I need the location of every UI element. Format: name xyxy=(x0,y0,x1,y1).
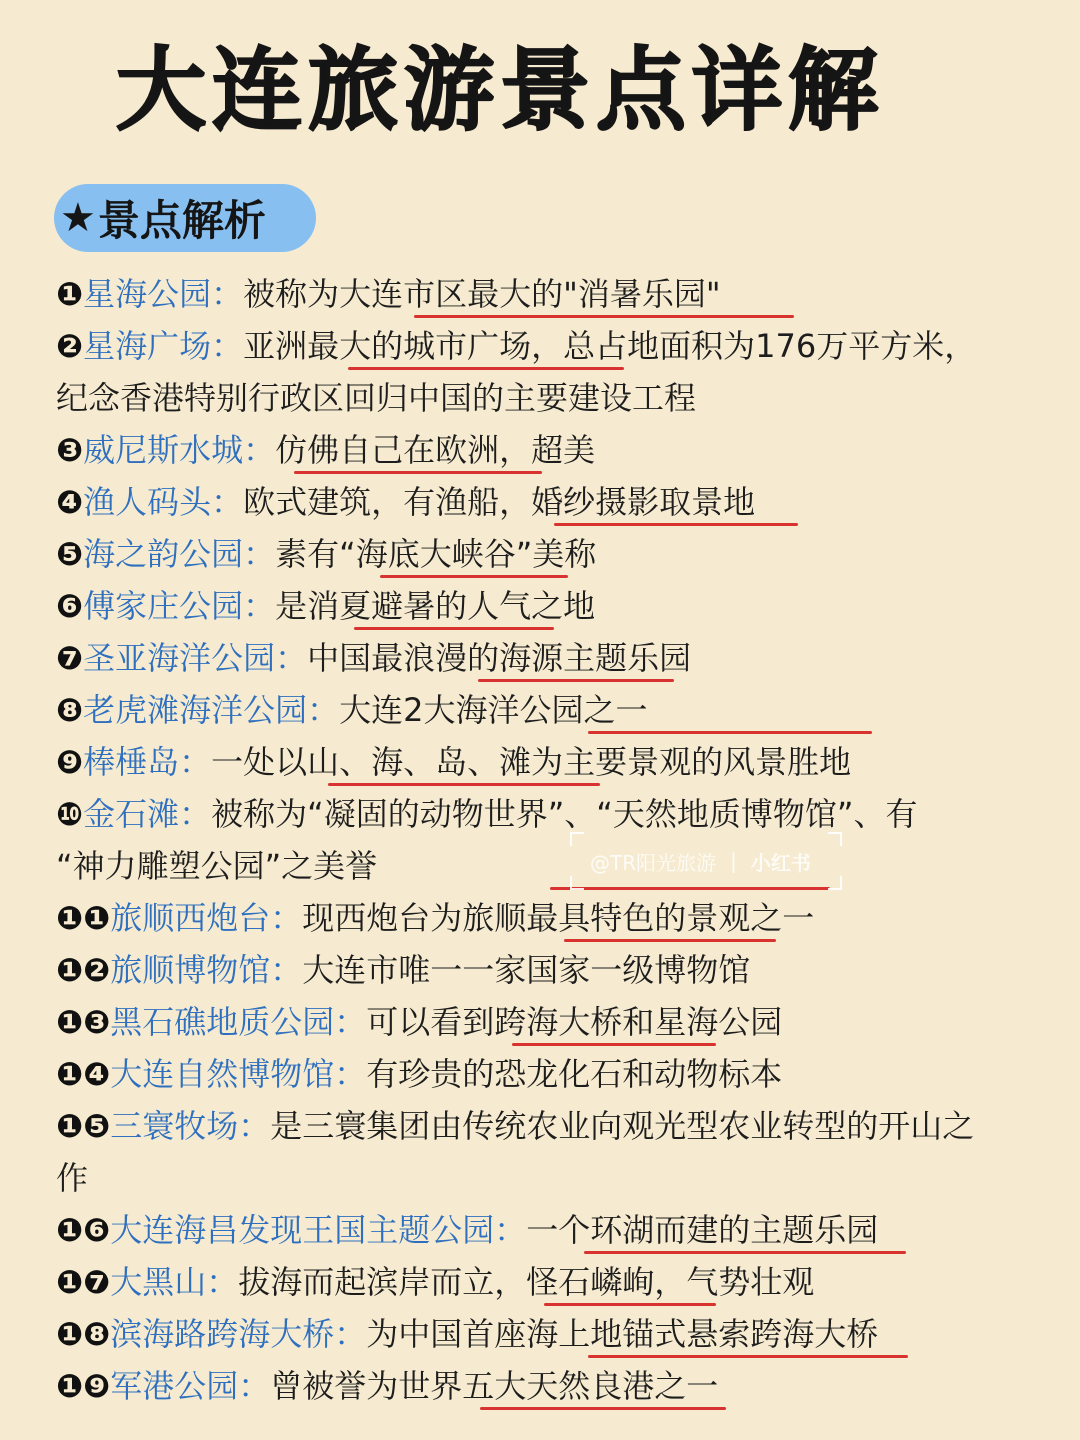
highlight-underline xyxy=(588,1355,908,1358)
list-item xyxy=(56,580,1016,632)
list-item xyxy=(56,684,1016,736)
attraction-name: 金石滩 xyxy=(83,795,180,833)
attraction-name: 老虎滩海洋公园 xyxy=(83,691,308,729)
attraction-name: 傅家庄公园 xyxy=(83,587,244,625)
highlight-underline xyxy=(380,575,568,578)
item-number: ❶❺ xyxy=(56,1107,111,1145)
list-item xyxy=(56,996,1016,1048)
item-number: ❾ xyxy=(56,743,84,781)
item-number: ❶❼ xyxy=(56,1263,111,1301)
attraction-name: 星海公园 xyxy=(83,275,212,313)
attraction-description: 拔海而起滨岸而立，怪石嶙峋，气势壮观 xyxy=(238,1263,815,1301)
attraction-name: 威尼斯水城 xyxy=(83,431,244,469)
list-item xyxy=(56,1204,1016,1256)
item-number: ❸ xyxy=(56,431,84,469)
highlight-underline xyxy=(564,939,776,942)
section-badge xyxy=(54,184,316,252)
item-number: ❺ xyxy=(56,535,84,573)
attraction-description: “神力雕塑公园”之美誉 xyxy=(56,847,378,885)
attraction-name: 军港公园 xyxy=(110,1367,239,1405)
highlight-underline xyxy=(544,1303,716,1306)
separator: ： xyxy=(243,431,276,469)
list-item xyxy=(56,840,1016,892)
separator: ： xyxy=(238,1367,271,1405)
list-item xyxy=(56,424,1016,476)
item-number: ❶❹ xyxy=(56,1055,111,1093)
highlight-underline xyxy=(480,1407,726,1410)
corner-mark xyxy=(570,876,584,890)
highlight-underline xyxy=(348,367,624,370)
highlight-underline xyxy=(584,1251,906,1254)
attraction-description: 曾被誉为世界五大天然良港之一 xyxy=(270,1367,719,1405)
attraction-name: 三寰牧场 xyxy=(110,1107,239,1145)
attraction-name: 海之韵公园 xyxy=(83,535,244,573)
attraction-name: 棒棰岛 xyxy=(83,743,180,781)
list-item xyxy=(56,1256,1016,1308)
highlight-underline xyxy=(328,783,600,786)
separator: ： xyxy=(243,535,276,573)
item-number: ❿ xyxy=(56,795,84,833)
separator: ： xyxy=(494,1211,527,1249)
attraction-description: 大连2大海洋公园之一 xyxy=(339,691,648,729)
highlight-underline xyxy=(554,523,798,526)
list-item xyxy=(56,944,1016,996)
highlight-underline xyxy=(512,1043,716,1046)
page-title: 大连旅游景点详解 xyxy=(116,38,884,143)
attraction-description: 被称为大连市区最大的"消暑乐园" xyxy=(243,275,721,313)
item-number: ❶❾ xyxy=(56,1367,111,1405)
attraction-name: 滨海路跨海大桥 xyxy=(110,1315,335,1353)
attraction-description: 仿佛自己在欧洲，超美 xyxy=(275,431,596,469)
attraction-list xyxy=(56,268,1016,1412)
corner-mark xyxy=(828,832,842,846)
separator: ： xyxy=(243,587,276,625)
list-item xyxy=(56,1360,1016,1412)
separator: ： xyxy=(307,691,340,729)
section-label: 景点解析 xyxy=(97,196,266,245)
attraction-name: 星海广场 xyxy=(83,327,212,365)
highlight-underline xyxy=(294,471,542,474)
attraction-description: 现西炮台为旅顺最具特色的景观之一 xyxy=(302,899,815,937)
separator: ： xyxy=(334,1055,367,1093)
attraction-description: 可以看到跨海大桥和星海公园 xyxy=(366,1003,783,1041)
watermark-handle: @TR阳光旅游 xyxy=(590,850,717,875)
item-number: ❼ xyxy=(56,639,84,677)
watermark xyxy=(570,832,842,890)
separator: ： xyxy=(270,951,303,989)
attraction-description: 一处以山、海、岛、滩为主要景观的风景胜地 xyxy=(211,743,852,781)
attraction-description: 是消夏避暑的人气之地 xyxy=(275,587,596,625)
list-item xyxy=(56,1308,1016,1360)
attraction-description: 纪念香港特别行政区回归中国的主要建设工程 xyxy=(56,379,697,417)
item-number: ❶❻ xyxy=(56,1211,111,1249)
corner-mark xyxy=(570,832,584,846)
item-number: ❶❶ xyxy=(56,899,111,937)
corner-mark xyxy=(828,876,842,890)
star-icon: ★ xyxy=(60,195,96,241)
attraction-name: 大连自然博物馆 xyxy=(110,1055,335,1093)
attraction-description: 作 xyxy=(56,1159,89,1197)
highlight-underline xyxy=(478,679,674,682)
attraction-name: 大连海昌发现王国主题公园 xyxy=(110,1211,495,1249)
separator: ： xyxy=(334,1003,367,1041)
list-item xyxy=(56,1100,1016,1152)
attraction-name: 黑石礁地质公园 xyxy=(110,1003,335,1041)
separator: ： xyxy=(179,795,212,833)
attraction-name: 旅顺博物馆 xyxy=(110,951,271,989)
attraction-description: 亚洲最大的城市广场，总占地面积为176万平方米， xyxy=(243,327,977,365)
item-number: ❻ xyxy=(56,587,84,625)
item-number: ❹ xyxy=(56,483,84,521)
item-number: ❶❸ xyxy=(56,1003,111,1041)
list-item xyxy=(56,788,1016,840)
list-item xyxy=(56,1152,1016,1204)
list-item xyxy=(56,268,1016,320)
attraction-description: 大连市唯一一家国家一级博物馆 xyxy=(302,951,751,989)
separator: ： xyxy=(270,899,303,937)
attraction-description: 是三寰集团由传统农业向观光型农业转型的开山之 xyxy=(270,1107,975,1145)
attraction-name: 渔人码头 xyxy=(83,483,212,521)
item-number: ❷ xyxy=(56,327,84,365)
attraction-description: 一个环湖而建的主题乐园 xyxy=(526,1211,879,1249)
separator: ： xyxy=(238,1107,271,1145)
attraction-description: 中国最浪漫的海源主题乐园 xyxy=(307,639,692,677)
item-number: ❶❽ xyxy=(56,1315,111,1353)
attraction-description: 欧式建筑，有渔船，婚纱摄影取景地 xyxy=(243,483,756,521)
separator: ： xyxy=(211,483,244,521)
highlight-underline xyxy=(588,731,872,734)
attraction-description: 为中国首座海上地锚式悬索跨海大桥 xyxy=(366,1315,879,1353)
separator: ： xyxy=(211,327,244,365)
attraction-name: 大黑山 xyxy=(110,1263,207,1301)
attraction-description: 有珍贵的恐龙化石和动物标本 xyxy=(366,1055,783,1093)
separator: ： xyxy=(275,639,308,677)
list-item xyxy=(56,528,1016,580)
attraction-description: 素有“海底大峡谷”美称 xyxy=(275,535,597,573)
highlight-underline xyxy=(414,315,794,318)
list-item xyxy=(56,1048,1016,1100)
highlight-underline xyxy=(354,627,554,630)
separator: ： xyxy=(211,275,244,313)
separator: ： xyxy=(334,1315,367,1353)
separator: ： xyxy=(179,743,212,781)
attraction-name: 旅顺西炮台 xyxy=(110,899,271,937)
attraction-name: 圣亚海洋公园 xyxy=(83,639,276,677)
list-item xyxy=(56,632,1016,684)
item-number: ❽ xyxy=(56,691,84,729)
separator: ： xyxy=(206,1263,239,1301)
list-item xyxy=(56,320,1016,372)
list-item xyxy=(56,892,1016,944)
list-item xyxy=(56,736,1016,788)
item-number: ❶❷ xyxy=(56,951,111,989)
attraction-description: 被称为“凝固的动物世界”、“天然地质博物馆”、有 xyxy=(211,795,918,833)
item-number: ❶ xyxy=(56,275,84,313)
watermark-logo: 小红书 xyxy=(750,850,811,875)
list-item xyxy=(56,372,1016,424)
watermark-divider: | xyxy=(730,849,737,873)
list-item xyxy=(56,476,1016,528)
